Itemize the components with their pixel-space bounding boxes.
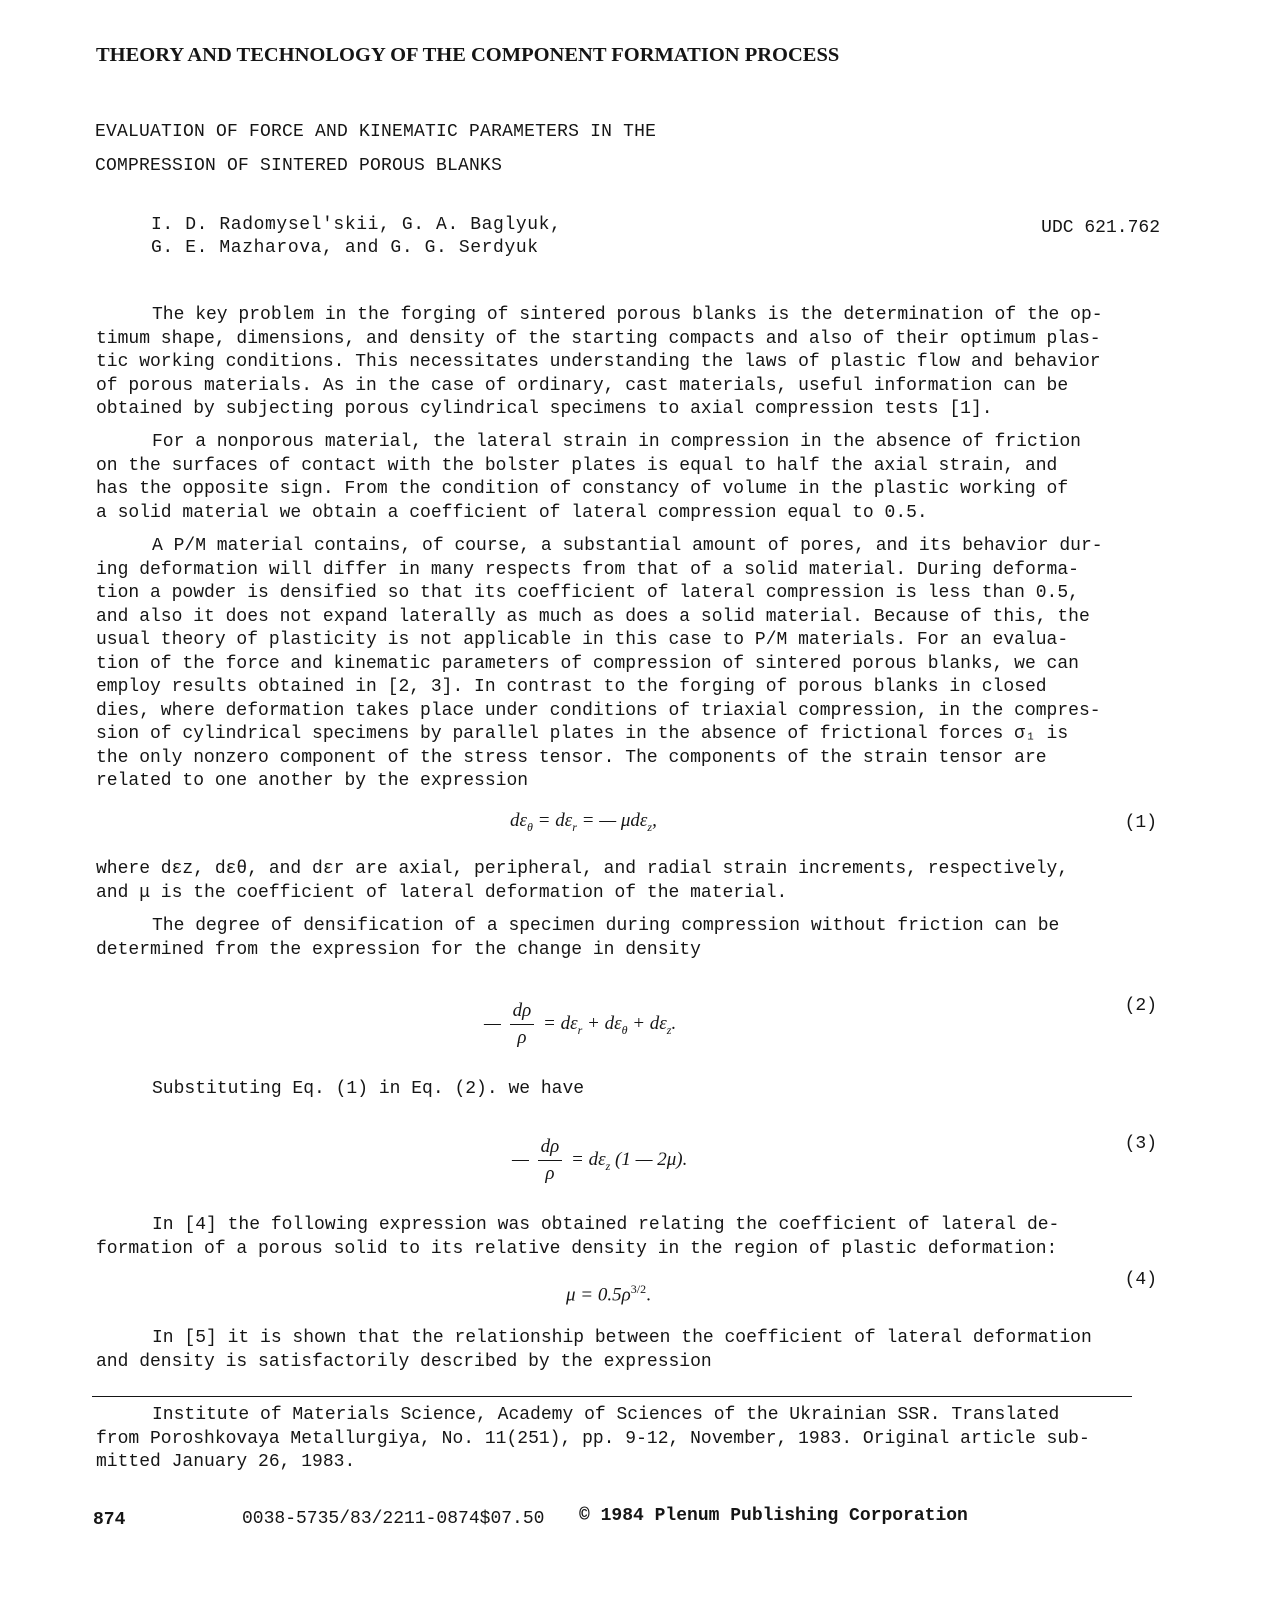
equation-4-lhs: μ = 0.5ρ (566, 1284, 631, 1306)
equation-3 (512, 1136, 687, 1185)
paragraph-7: In [4] the following expression was obtained relating the coefficient of lateral de- formation of a porous solid to its relative density in the region of plastic deformation: (96, 1215, 1060, 1259)
equation-2-number: (2) (1124, 996, 1157, 1016)
equation-3-rhs: = $d\varepsilon_z$ (1 — 2μ). (571, 1148, 688, 1173)
paragraph-4: where dεz, dεθ, and dεr are axial, peripheral, and radial strain increments, respectively, and μ is the coefficient of lateral deformation of the material. (96, 859, 1069, 903)
authors-line-2: G. E. Mazharova, and G. G. Serdyuk (151, 238, 539, 258)
equation-3-number: (3) (1124, 1134, 1157, 1154)
paragraph-8: In [5] it is shown that the relationship between the coefficient of lateral deformation and density is satisfactorily described by the expression (96, 1328, 1092, 1372)
footnote-divider (92, 1396, 1132, 1397)
equation-1 (510, 810, 657, 835)
paragraph-2: For a nonporous material, the lateral strain in compression in the absence of friction on the surfaces of contact with the bolster plates is equal to half the axial strain, and has the opposite sign. From the condition of constancy of volume in the plastic working of a solid material we obtain a coefficient of lateral compression equal to 0.5. (96, 432, 1081, 523)
article-title-line-2: COMPRESSION OF SINTERED POROUS BLANKS (95, 156, 503, 176)
equation-2-minus: — (484, 1012, 501, 1034)
paragraph-6: Substituting Eq. (1) in Eq. (2). we have (152, 1079, 585, 1099)
equation-2-denominator: ρ (517, 1027, 527, 1048)
equation-1-number: (1) (1124, 813, 1157, 833)
equation-4-exponent: 3/2 (630, 1282, 647, 1296)
equation-2 (484, 1000, 676, 1049)
equation-3-denominator: ρ (545, 1163, 555, 1184)
footnote: Institute of Materials Science, Academy of Sciences of the Ukrainian SSR. Translated from Poroshkovaya Metallurgiya, No. 11(251), pp. 9-12, November, 1983. Original article sub- mitted January 26, 1983. (96, 1405, 1090, 1472)
equation-3-minus: — (512, 1148, 529, 1170)
equation-3-numerator: dρ (538, 1136, 563, 1161)
equation-2-rhs: = $d\varepsilon_r + d\varepsilon_\theta + d\varepsilon_z$. (543, 1012, 677, 1037)
issn-code: 0038-5735/83/2211-0874$07.50 (242, 1509, 545, 1529)
udc-code: UDC 621.762 (1041, 218, 1160, 238)
equation-4-end: . (646, 1284, 651, 1306)
article-title-line-1: EVALUATION OF FORCE AND KINEMATIC PARAMETERS IN THE (95, 122, 657, 142)
equation-1-expression: $d\varepsilon_\theta = d\varepsilon_r$ = — μdε$_z$, (510, 810, 657, 834)
section-header: THEORY AND TECHNOLOGY OF THE COMPONENT FORMATION PROCESS (96, 44, 840, 66)
paragraph-1: The key problem in the forging of sintered porous blanks is the determination of the op- timum shape, dimensions, and density of the starting compacts and also of their optimum plas- tic working conditions. This necessitates understanding the laws of plastic flow and behavior of porous materials. As in the case of ordinary, cast materials, useful information can be obtained by subjecting porous cylindrical specimens to axial compression tests [1]. (96, 305, 1103, 419)
copyright: © 1984 Plenum Publishing Corporation (579, 1506, 968, 1526)
equation-4-number: (4) (1124, 1270, 1157, 1290)
equation-3-fraction (538, 1136, 563, 1185)
page-number: 874 (93, 1510, 126, 1530)
equation-2-numerator: dρ (510, 1000, 535, 1025)
paragraph-5: The degree of densification of a specimen during compression without friction can be determined from the expression for the change in density (96, 916, 1060, 960)
paragraph-3: A P/M material contains, of course, a substantial amount of pores, and its behavior dur- ing deformation will differ in many respects from that of a solid material. During deforma- tion a powder is densified so that its coefficient of lateral compression is less than 0.5, and also it does not expand laterally as much as does a solid material. Because of this, the usual theory of plasticity is not applicable in this case to P/M materials. For an evalua- tion of the force and kinematic parameters of compression of sintered porous blanks, we can employ results obtained in [2, 3]. In contrast to the forging of porous blanks in closed dies, where deformation takes place under conditions of triaxial compression, in the compres- sion of cylindrical specimens by parallel plates in the absence of frictional forces σ₁ is the only nonzero component of the stress tensor. The components of the strain tensor are related to one another by the expression (96, 536, 1103, 791)
authors-line-1: I. D. Radomysel'skii, G. A. Baglyuk, (151, 215, 562, 235)
equation-2-fraction (510, 1000, 535, 1049)
equation-4 (566, 1282, 651, 1306)
